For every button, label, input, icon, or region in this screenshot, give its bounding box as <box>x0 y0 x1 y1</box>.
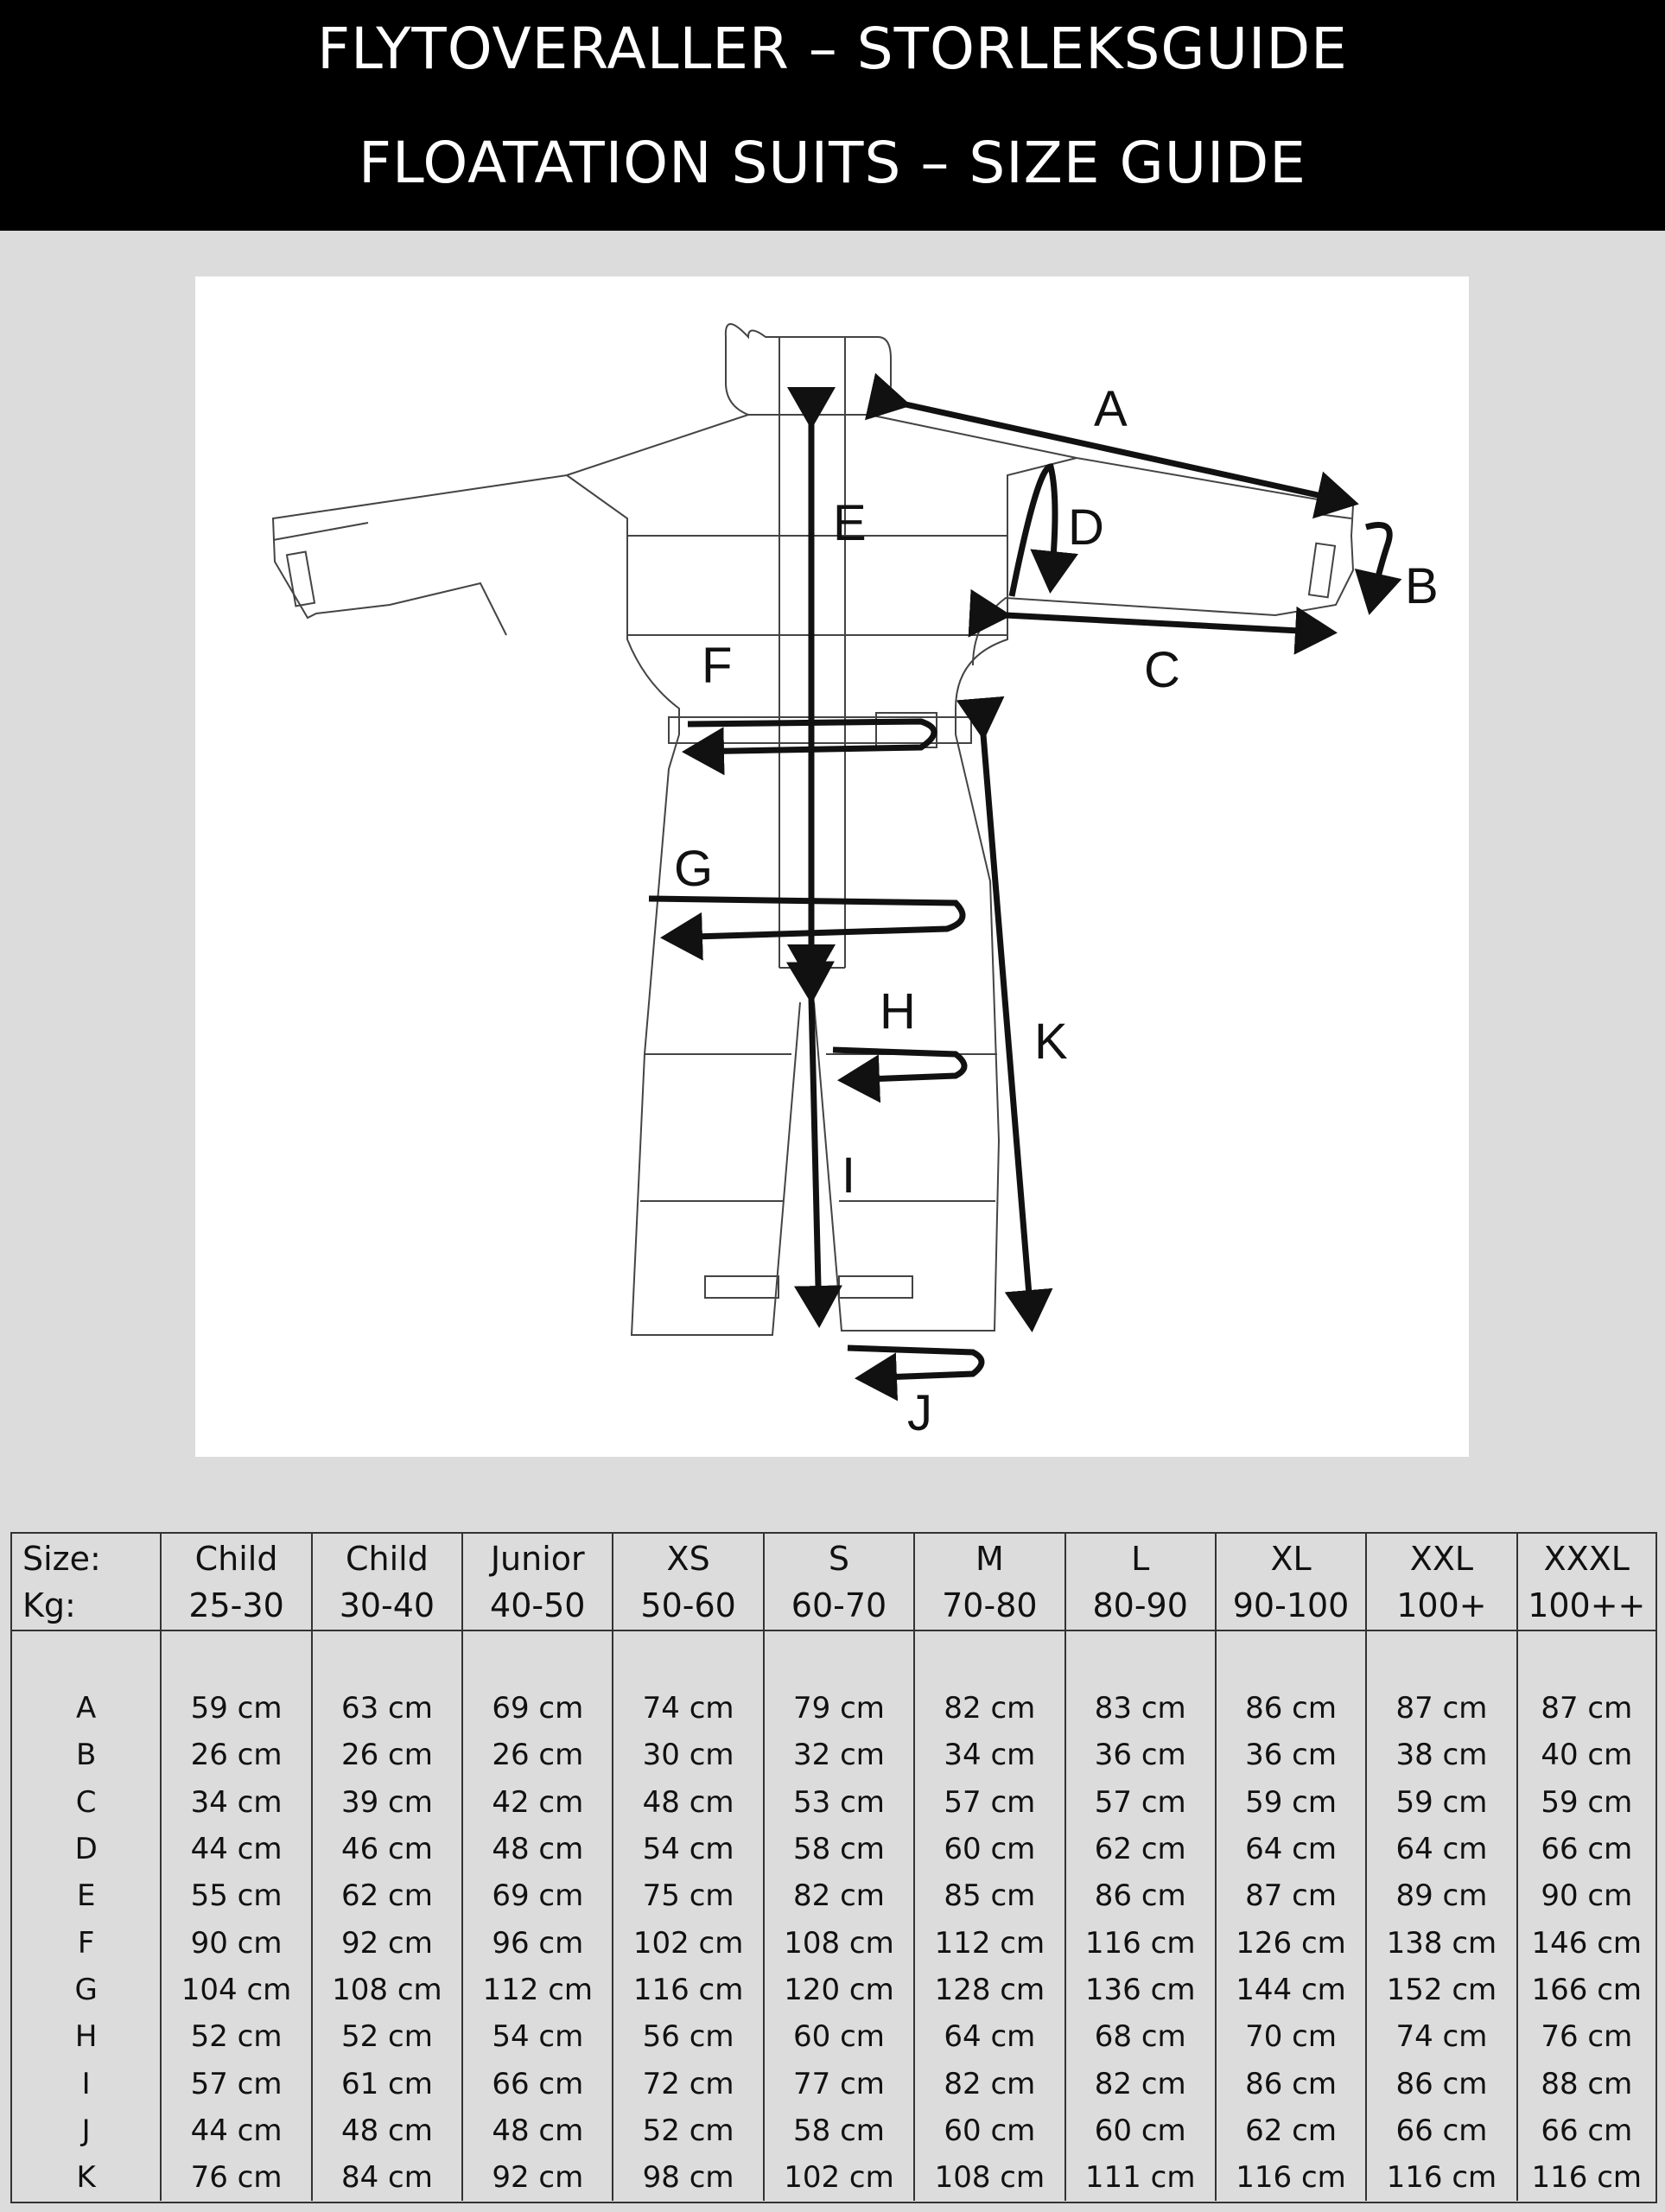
table-cell: 59 cm <box>161 1685 311 1732</box>
column-header: L 80-90 <box>1065 1534 1216 1630</box>
table-cell: 84 cm <box>312 2154 462 2201</box>
column-header: Junior 40-50 <box>462 1534 613 1630</box>
label-i: I <box>842 1147 856 1204</box>
table-cell: 36 cm <box>1216 1732 1366 1778</box>
table-row <box>12 1919 1655 1966</box>
table-cell: 39 cm <box>312 1779 462 1826</box>
table-cell: 40 cm <box>1541 1738 1633 1773</box>
arrow-a <box>906 404 1353 503</box>
table-cell: 66 cm <box>1541 2113 1633 2148</box>
table-cell: 77 cm <box>764 2060 914 2107</box>
table-cell: 59 cm <box>1216 1779 1366 1826</box>
table-cell: 112 cm <box>462 1967 613 2013</box>
table-cell: 82 cm <box>1065 2060 1216 2107</box>
table-cell: 30 cm <box>613 1732 763 1778</box>
table-cell: 88 cm <box>1541 2066 1633 2101</box>
label-g: G <box>674 841 714 897</box>
table-cell: 87 cm <box>1366 1685 1516 1732</box>
table-cell: 146 cm <box>1531 1925 1643 1961</box>
table-cell: 60 cm <box>764 2013 914 2060</box>
table-cell: 57 cm <box>914 1779 1064 1826</box>
row-label: C <box>12 1779 161 1826</box>
row-label: J <box>12 2107 161 2154</box>
table-cell: 57 cm <box>1065 1779 1216 1826</box>
label-b: B <box>1405 558 1439 614</box>
table-cell: 116 cm <box>1065 1919 1216 1966</box>
table-cell: 66 cm <box>1366 2107 1516 2154</box>
label-a: A <box>1094 381 1128 437</box>
column-header: S 60-70 <box>764 1534 914 1630</box>
table-cell: 48 cm <box>613 1779 763 1826</box>
table-row <box>12 2107 1655 2154</box>
table-row <box>12 1967 1655 2013</box>
table-row <box>12 1826 1655 1872</box>
table-row <box>12 1732 1655 1778</box>
table-cell: 90 cm <box>161 1919 311 1966</box>
arrow-c <box>1006 615 1331 632</box>
table-cell: 34 cm <box>914 1732 1064 1778</box>
table-cell: 79 cm <box>764 1685 914 1732</box>
label-j: J <box>907 1385 932 1441</box>
row-label: I <box>12 2060 161 2107</box>
measurement-arrows <box>649 404 1389 1378</box>
table-cell: 64 cm <box>1216 1826 1366 1872</box>
table-cell: 136 cm <box>1065 1967 1216 2013</box>
arrow-g <box>649 899 963 938</box>
table-cell: 58 cm <box>764 1826 914 1872</box>
table-cell: 52 cm <box>312 2013 462 2060</box>
table-cell: 44 cm <box>161 1826 311 1872</box>
table-cell: 62 cm <box>1216 2107 1366 2154</box>
table-cell: 64 cm <box>914 2013 1064 2060</box>
table-cell: 56 cm <box>613 2013 763 2060</box>
table-cell: 138 cm <box>1366 1919 1516 1966</box>
table-row <box>12 1685 1655 1732</box>
table-cell: 116 cm <box>613 1967 763 2013</box>
table-cell: 64 cm <box>1366 1826 1516 1872</box>
size-header-label: Size: <box>22 1539 101 1578</box>
table-cell: 166 cm <box>1531 1972 1643 2007</box>
table-cell: 26 cm <box>312 1732 462 1778</box>
table-cell: 62 cm <box>312 1872 462 1919</box>
table-row <box>12 1779 1655 1826</box>
table-cell: 86 cm <box>1216 2060 1366 2107</box>
table-cell: 108 cm <box>312 1967 462 2013</box>
title-norwegian: FLYTOVERALLER – STORLEKSGUIDE <box>317 16 1348 82</box>
table-cell: 38 cm <box>1366 1732 1516 1778</box>
table-cell: 112 cm <box>914 1919 1064 1966</box>
table-cell: 26 cm <box>161 1732 311 1778</box>
table-cell: 62 cm <box>1065 1826 1216 1872</box>
table-row <box>12 2154 1655 2201</box>
table-cell: 44 cm <box>161 2107 311 2154</box>
row-label: E <box>12 1872 161 1919</box>
table-cell: 59 cm <box>1541 1784 1633 1820</box>
table-cell: 69 cm <box>462 1685 613 1732</box>
table-row <box>12 1872 1655 1919</box>
table-cell: 69 cm <box>462 1872 613 1919</box>
table-cell: 85 cm <box>914 1872 1064 1919</box>
kg-header-label: Kg: <box>22 1586 76 1624</box>
table-cell: 60 cm <box>1065 2107 1216 2154</box>
table-cell: 98 cm <box>613 2154 763 2201</box>
table-cell: 120 cm <box>764 1967 914 2013</box>
table-cell: 152 cm <box>1366 1967 1516 2013</box>
table-cell: 96 cm <box>462 1919 613 1966</box>
row-label: D <box>12 1826 161 1872</box>
table-cell: 89 cm <box>1366 1872 1516 1919</box>
table-cell: 42 cm <box>462 1779 613 1826</box>
table-cell: 59 cm <box>1366 1779 1516 1826</box>
table-cell: 111 cm <box>1065 2154 1216 2201</box>
table-cell: 87 cm <box>1541 1691 1633 1726</box>
label-d: D <box>1068 499 1104 556</box>
table-cell: 52 cm <box>613 2107 763 2154</box>
size-header-row <box>12 1534 1655 1630</box>
table-cell: 104 cm <box>161 1967 311 2013</box>
column-header: XL 90-100 <box>1216 1534 1366 1630</box>
row-label: G <box>12 1967 161 2013</box>
label-c: C <box>1144 642 1180 698</box>
table-cell: 55 cm <box>161 1872 311 1919</box>
column-header: XXXL 100++ <box>1528 1539 1646 1624</box>
table-cell: 63 cm <box>312 1685 462 1732</box>
table-cell: 58 cm <box>764 2107 914 2154</box>
table-cell: 144 cm <box>1216 1967 1366 2013</box>
table-cell: 76 cm <box>161 2154 311 2201</box>
table-cell: 72 cm <box>613 2060 763 2107</box>
table-cell: 116 cm <box>1366 2154 1516 2201</box>
table-cell: 86 cm <box>1216 1685 1366 1732</box>
table-cell: 92 cm <box>462 2154 613 2201</box>
table-cell: 82 cm <box>914 2060 1064 2107</box>
table-cell: 74 cm <box>1366 2013 1516 2060</box>
table-cell: 61 cm <box>312 2060 462 2107</box>
table-cell: 54 cm <box>462 2013 613 2060</box>
table-cell: 48 cm <box>462 1826 613 1872</box>
table-cell: 108 cm <box>914 2154 1064 2201</box>
title-english: FLOATATION SUITS – SIZE GUIDE <box>358 130 1307 196</box>
label-k: K <box>1034 1014 1068 1070</box>
table-cell: 126 cm <box>1216 1919 1366 1966</box>
table-cell: 48 cm <box>462 2107 613 2154</box>
column-header: Child 25-30 <box>161 1534 311 1630</box>
page-header <box>0 0 1665 231</box>
arrow-b <box>1366 525 1389 610</box>
table-cell: 92 cm <box>312 1919 462 1966</box>
size-table-container <box>10 1532 1657 2203</box>
table-cell: 46 cm <box>312 1826 462 1872</box>
table-row <box>12 2013 1655 2060</box>
table-cell: 116 cm <box>1216 2154 1366 2201</box>
table-cell: 102 cm <box>764 2154 914 2201</box>
label-h: H <box>880 983 916 1039</box>
table-cell: 60 cm <box>914 1826 1064 1872</box>
table-row <box>12 2060 1655 2107</box>
table-cell: 36 cm <box>1065 1732 1216 1778</box>
table-cell: 108 cm <box>764 1919 914 1966</box>
column-header: XXL 100+ <box>1366 1534 1516 1630</box>
table-cell: 82 cm <box>764 1872 914 1919</box>
table-cell: 66 cm <box>462 2060 613 2107</box>
table-cell: 48 cm <box>312 2107 462 2154</box>
size-table <box>12 1534 1655 2201</box>
row-label: F <box>12 1919 161 1966</box>
table-cell: 74 cm <box>613 1685 763 1732</box>
table-cell: 83 cm <box>1065 1685 1216 1732</box>
table-cell: 75 cm <box>613 1872 763 1919</box>
table-cell: 70 cm <box>1216 2013 1366 2060</box>
table-cell: 87 cm <box>1216 1872 1366 1919</box>
table-cell: 60 cm <box>914 2107 1064 2154</box>
table-cell: 68 cm <box>1065 2013 1216 2060</box>
table-cell: 34 cm <box>161 1779 311 1826</box>
suit-diagram <box>195 276 1469 1457</box>
table-cell: 90 cm <box>1541 1878 1633 1914</box>
table-cell: 54 cm <box>613 1826 763 1872</box>
table-cell: 128 cm <box>914 1967 1064 2013</box>
row-label: B <box>12 1732 161 1778</box>
table-cell: 52 cm <box>161 2013 311 2060</box>
table-cell: 57 cm <box>161 2060 311 2107</box>
header-row-labels <box>12 1534 161 1630</box>
table-cell: 53 cm <box>764 1779 914 1826</box>
arrow-j <box>848 1348 982 1378</box>
arrow-k <box>983 734 1032 1326</box>
column-header: Child 30-40 <box>312 1534 462 1630</box>
column-header: M 70-80 <box>914 1534 1064 1630</box>
table-cell: 76 cm <box>1541 2019 1633 2055</box>
table-cell: 82 cm <box>914 1685 1064 1732</box>
suit-outline-drawing <box>195 276 1469 1457</box>
table-cell: 86 cm <box>1366 2060 1516 2107</box>
table-cell: 66 cm <box>1541 1832 1633 1867</box>
column-header: XS 50-60 <box>613 1534 763 1630</box>
table-cell: 26 cm <box>462 1732 613 1778</box>
table-cell: 32 cm <box>764 1732 914 1778</box>
table-cell: 116 cm <box>1531 2160 1643 2196</box>
row-label: K <box>12 2154 161 2201</box>
row-label: A <box>12 1685 161 1732</box>
arrow-d <box>1012 467 1055 596</box>
table-cell: 102 cm <box>613 1919 763 1966</box>
row-label: H <box>12 2013 161 2060</box>
label-e: E <box>833 495 867 551</box>
table-cell: 86 cm <box>1065 1872 1216 1919</box>
label-f: F <box>702 638 733 694</box>
